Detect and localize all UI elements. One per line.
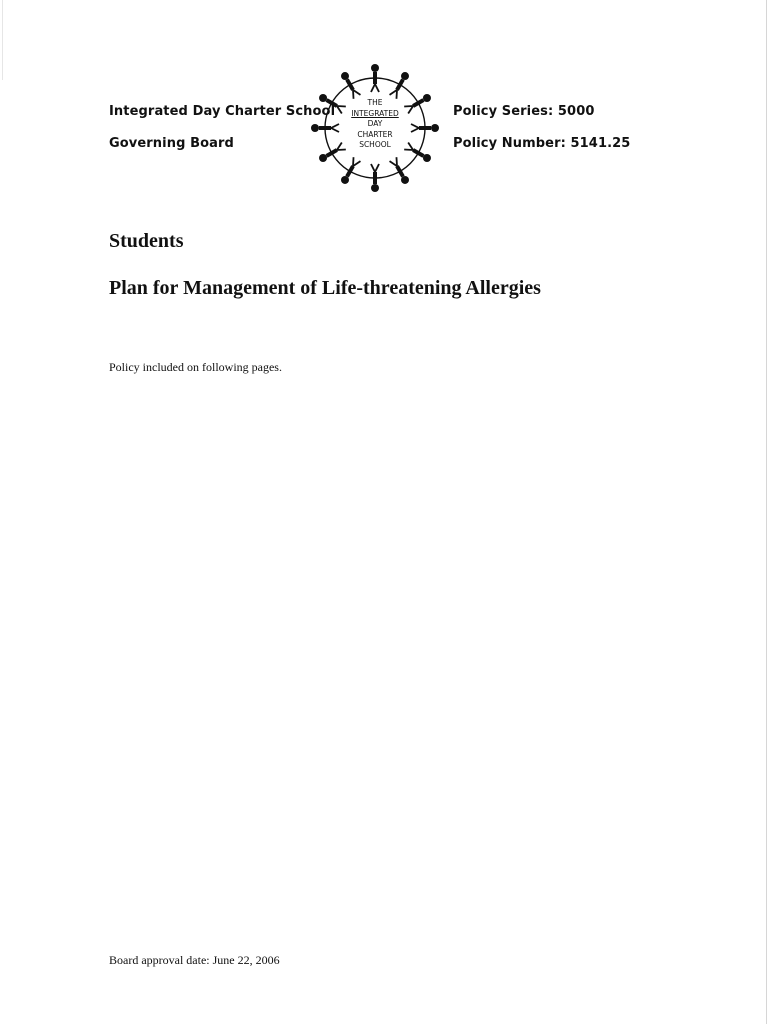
logo-text-line: DAY (367, 119, 383, 128)
child-figure (341, 157, 360, 184)
approval-date: Board approval date: June 22, 2006 (109, 953, 280, 967)
scan-edge-right (766, 0, 767, 1024)
child-figure (390, 157, 409, 184)
child-figure (341, 72, 360, 99)
school-logo (305, 57, 445, 199)
scan-edge-left (2, 0, 3, 80)
child-figure (390, 72, 409, 99)
policy-series: Policy Series: 5000 (453, 104, 595, 119)
logo-text-line: CHARTER (357, 129, 393, 139)
logo-text-line: SCHOOL (359, 140, 391, 149)
logo-text-line: INTEGRATED (351, 108, 399, 118)
policy-number: Policy Number: 5141.25 (453, 136, 631, 151)
logo-text (305, 98, 445, 151)
board-name: Governing Board (109, 136, 234, 151)
logo-text-line: THE (367, 98, 383, 107)
body-note: Policy included on following pages. (109, 360, 282, 374)
school-name: Integrated Day Charter School (109, 104, 336, 119)
document-title: Plan for Management of Life-threatening Allergies (109, 277, 541, 299)
section-title: Students (109, 230, 184, 252)
